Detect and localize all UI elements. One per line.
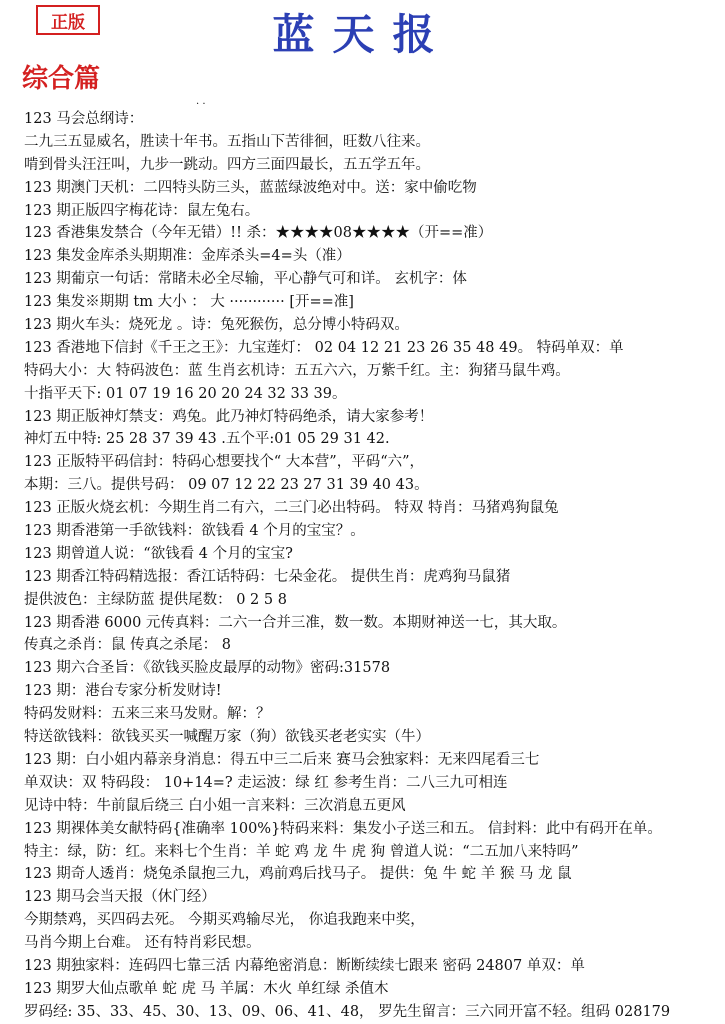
article-line: 123 期马会当天报（休门经） xyxy=(24,889,216,906)
article-line: 123 期独家料：连码四七靠三活 内幕绝密消息：断断续续七跟来 密码 24807 单双：单 xyxy=(24,957,585,974)
article-line: 123 马会总纲诗： xyxy=(24,111,144,127)
article-line: 123 正版特平码信封：特码心想要找个“ 大本营”，平码“六”， xyxy=(24,454,425,471)
article-line: 今期禁鸡，买四码去死。 今期买鸡输尽光， 你追我跑来中奖， xyxy=(24,912,425,929)
article-line: 123 期罗大仙点歌单 蛇 虎 马 羊属：木火 单红绿 杀值木 xyxy=(24,980,389,997)
genuine-badge: 正版 xyxy=(36,5,100,35)
article-line: 马肖今期上台难。 还有特肖彩民想。 xyxy=(24,935,261,952)
article-line: 123 期：白小姐内幕亲身消息：得五中三二后来 赛马会独家料：无来四尾看三七 xyxy=(24,751,540,768)
article-line: 123 集发※期期 tm 大小 ： 大 ············ [开==准] xyxy=(24,294,354,311)
article-line: 见诗中特：牛前鼠后绕三 白小姐一言来料：三次消息五更风 xyxy=(24,797,406,814)
section-heading: 综合篇 xyxy=(22,64,101,94)
article-line: 123 期香港 6000 元传真料：二六一合并三准，数一数。本期财神送一七，其大取。 xyxy=(24,614,567,631)
article-line: 特码发财料：五来三来马发财。解：？ xyxy=(24,706,271,723)
article-line: 神灯五中特: 25 28 37 39 43 .五个平:01 05 29 31 42. xyxy=(24,431,390,448)
article-line: 123 期火车头：烧死龙 。诗：兔死猴伤，总分博小特码双。 xyxy=(24,317,409,334)
newspaper-title: 蓝天报 xyxy=(272,10,453,59)
article-line: 123 期澳门天机：二四特头防三头，蓝蓝绿波绝对中。送：家中偷吃物 xyxy=(24,179,477,196)
article-line: 传真之杀肖：鼠 传真之杀尾： 8 xyxy=(24,637,231,654)
article-body xyxy=(24,108,724,1024)
decorative-dots: . . xyxy=(196,96,206,107)
article-line: 二九三五显威名，胜读十年书。五指山下苦徘徊，旺数八往来。 xyxy=(24,133,430,150)
article-line: 123 香港地下信封《千王之王》：九宝莲灯： 02 04 12 21 23 26 35 48 49。 特码单双：单 xyxy=(24,339,624,356)
article-line: 单双诀：双 特码段： 10+14=? 走运波：绿 红 参考生肖：二八三九可相连 xyxy=(24,774,508,791)
article-line: 提供波色：主绿防蓝 提供尾数： 0 2 5 8 xyxy=(24,591,287,608)
article-line: 特主：绿，防：红。来料七个生肖：羊 蛇 鸡 龙 牛 虎 狗 曾道人说：“二五加八来特吗” xyxy=(24,843,579,860)
article-line: 本期：三八。提供号码： 09 07 12 22 23 27 31 39 40 43。 xyxy=(24,477,429,494)
article-line: 十指平天下: 01 07 19 16 20 20 24 32 33 39。 xyxy=(24,385,347,402)
article-line: 123 正版火烧玄机：今期生肖二有六，二三门必出特码。 特双 特肖：马猪鸡狗鼠兔 xyxy=(24,500,559,517)
article-line: 123 期六合圣旨：《欲钱买脸皮最厚的动物》密码:31578 xyxy=(24,660,391,677)
article-line: 123 集发金库杀头期期准：金库杀头=4=头（准） xyxy=(24,248,351,265)
article-line: 啃到骨头汪汪叫，九步一跳动。四方三面四最长，五五学五年。 xyxy=(24,156,430,173)
article-line: 123 期正版四字梅花诗：鼠左兔右。 xyxy=(24,202,260,219)
article-line: 123 期葡京一句话：常睹未必全尽输，平心静气可和详。 玄机字：体 xyxy=(24,271,467,288)
article-line: 123 期曾道人说：“欲钱看 4 个月的宝宝? xyxy=(24,545,293,562)
article-line: 特送欲钱料：欲钱买买一喊醒万家（狗）欲钱买老老实实（牛） xyxy=(24,729,430,746)
article-line: 123 香港集发禁合（今年无错）!! 杀：★★★★08★★★★（开==准） xyxy=(24,225,493,242)
article-line: 123 期奇人透肖：烧兔杀鼠抱三九，鸡前鸡后找马子。 提供：兔 牛 蛇 羊 猴 马 龙 鼠 xyxy=(24,866,572,883)
article-line: 123 期：港台专家分析发财诗! xyxy=(24,683,222,700)
article-line: 123 期正版神灯禁支：鸡兔。此乃神灯特码绝杀，请大家参考！ xyxy=(24,408,434,425)
article-line: 123 期香港第一手欲钱料：欲钱看 4 个月的宝宝？。 xyxy=(24,523,365,540)
article-line: 123 期香江特码精选报：香江话特码：七朵金花。 提供生肖：虎鸡狗马鼠猪 xyxy=(24,568,511,585)
article-line: 特码大小：大 特码波色：蓝 生肖玄机诗：五五六六，万紫千红。主：狗猪马鼠牛鸡。 xyxy=(24,362,570,379)
article-line: 123 期裸体美女献特码{准确率 100%}特码来料：集发小子送三和五。 信封料：此中有码开在单。 xyxy=(24,820,662,837)
article-line: 罗码经: 35、33、45、30、13、09、06、41、48， 罗先生留言：三六同开富不轻。组码 028179 xyxy=(24,1003,671,1020)
